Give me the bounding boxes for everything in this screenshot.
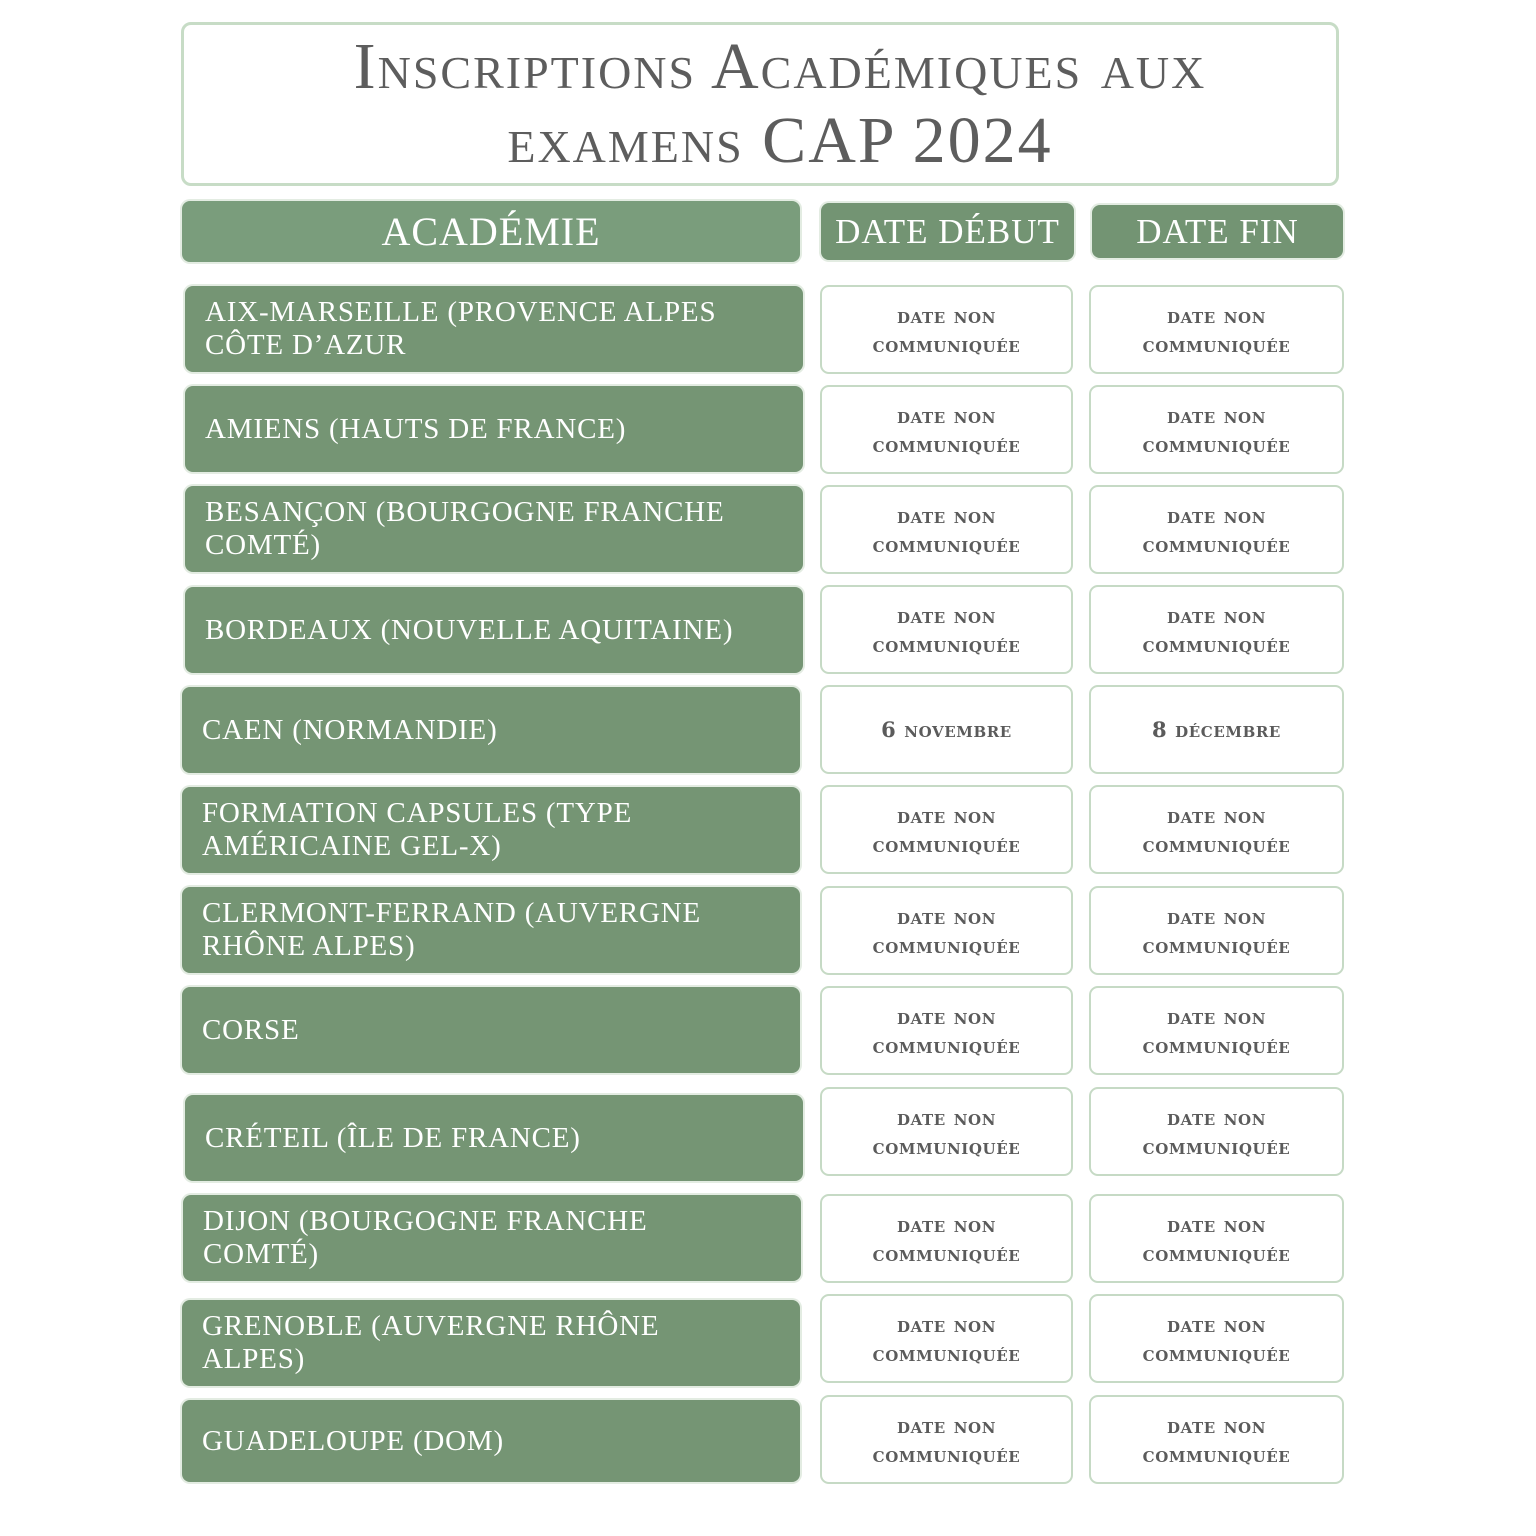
header-academie: ACADÉMIE — [182, 201, 800, 262]
table-cell-date-fin — [1089, 1194, 1344, 1283]
cell-text: date non communiquée — [1142, 802, 1291, 857]
table-cell-date-fin — [1089, 785, 1344, 874]
table-cell-date-debut — [820, 1294, 1073, 1383]
table-cell-date-fin — [1089, 485, 1344, 574]
title-box — [181, 22, 1339, 186]
cell-text: 8 décembre — [1152, 717, 1281, 742]
table-row-academie: BESANÇON (BOURGOGNE FRANCHE COMTÉ) — [185, 486, 803, 572]
table-row-academie: GRENOBLE (AUVERGNE RHÔNE ALPES) — [182, 1300, 800, 1386]
page-title: Inscriptions Académiques aux examens CAP 2024 — [353, 30, 1207, 177]
table-row-academie: BORDEAUX (NOUVELLE AQUITAINE) — [185, 587, 803, 673]
table-cell-date-debut — [820, 685, 1073, 774]
table-cell-date-debut — [820, 1395, 1073, 1484]
cell-text: date non communiquée — [872, 402, 1021, 457]
table-row-academie: CLERMONT-FERRAND (AUVERGNE RHÔNE ALPES) — [182, 887, 800, 973]
cell-text: date non communiquée — [1142, 1412, 1291, 1467]
table-cell-date-debut — [820, 1194, 1073, 1283]
header-date-fin: DATE FIN — [1092, 205, 1343, 258]
table-row-academie: AIX-MARSEILLE (PROVENCE ALPES CÔTE D’AZUR — [185, 286, 803, 372]
table-cell-date-fin — [1089, 1395, 1344, 1484]
table-row-academie: GUADELOUPE (DOM) — [182, 1400, 800, 1482]
table-cell-date-fin — [1089, 1294, 1344, 1383]
cell-text: date non communiquée — [1142, 1003, 1291, 1058]
cell-text: date non communiquée — [1142, 903, 1291, 958]
cell-text: date non communiquée — [872, 602, 1021, 657]
header-date-debut: DATE DÉBUT — [821, 203, 1074, 260]
cell-text: date non communiquée — [1142, 602, 1291, 657]
table-cell-date-fin — [1089, 585, 1344, 674]
table-cell-date-debut — [820, 285, 1073, 374]
table-cell-date-fin — [1089, 685, 1344, 774]
cell-text: date non communiquée — [872, 1104, 1021, 1159]
cell-text: date non communiquée — [872, 802, 1021, 857]
table-cell-date-fin — [1089, 886, 1344, 975]
cell-text: date non communiquée — [1142, 1104, 1291, 1159]
table-cell-date-debut — [820, 485, 1073, 574]
table-row-academie: FORMATION CAPSULES (TYPE AMÉRICAINE GEL-X) — [182, 787, 800, 873]
cell-text: date non communiquée — [872, 1211, 1021, 1266]
table-cell-date-fin — [1089, 385, 1344, 474]
cell-text: date non communiquée — [1142, 302, 1291, 357]
table-row-academie: CORSE — [182, 987, 800, 1073]
table-row-academie: CAEN (NORMANDIE) — [182, 687, 800, 773]
cell-text: date non communiquée — [1142, 1211, 1291, 1266]
table-cell-date-fin — [1089, 285, 1344, 374]
table-row-academie: AMIENS (HAUTS DE FRANCE) — [185, 386, 803, 472]
table-cell-date-fin — [1089, 986, 1344, 1075]
table-cell-date-fin — [1089, 1087, 1344, 1176]
cell-text: 6 novembre — [881, 717, 1012, 742]
cell-text: date non communiquée — [872, 903, 1021, 958]
table-cell-date-debut — [820, 585, 1073, 674]
table-cell-date-debut — [820, 986, 1073, 1075]
cell-text: date non communiquée — [1142, 402, 1291, 457]
table-cell-date-debut — [820, 1087, 1073, 1176]
cell-text: date non communiquée — [872, 1311, 1021, 1366]
table-row-academie: CRÉTEIL (ÎLE DE FRANCE) — [185, 1095, 803, 1181]
table-cell-date-debut — [820, 385, 1073, 474]
table-cell-date-debut — [820, 886, 1073, 975]
cell-text: date non communiquée — [872, 1412, 1021, 1467]
cell-text: date non communiquée — [1142, 502, 1291, 557]
cell-text: date non communiquée — [872, 502, 1021, 557]
table-row-academie: DIJON (BOURGOGNE FRANCHE COMTÉ) — [183, 1195, 801, 1281]
table-cell-date-debut — [820, 785, 1073, 874]
cell-text: date non communiquée — [872, 302, 1021, 357]
cell-text: date non communiquée — [1142, 1311, 1291, 1366]
cell-text: date non communiquée — [872, 1003, 1021, 1058]
